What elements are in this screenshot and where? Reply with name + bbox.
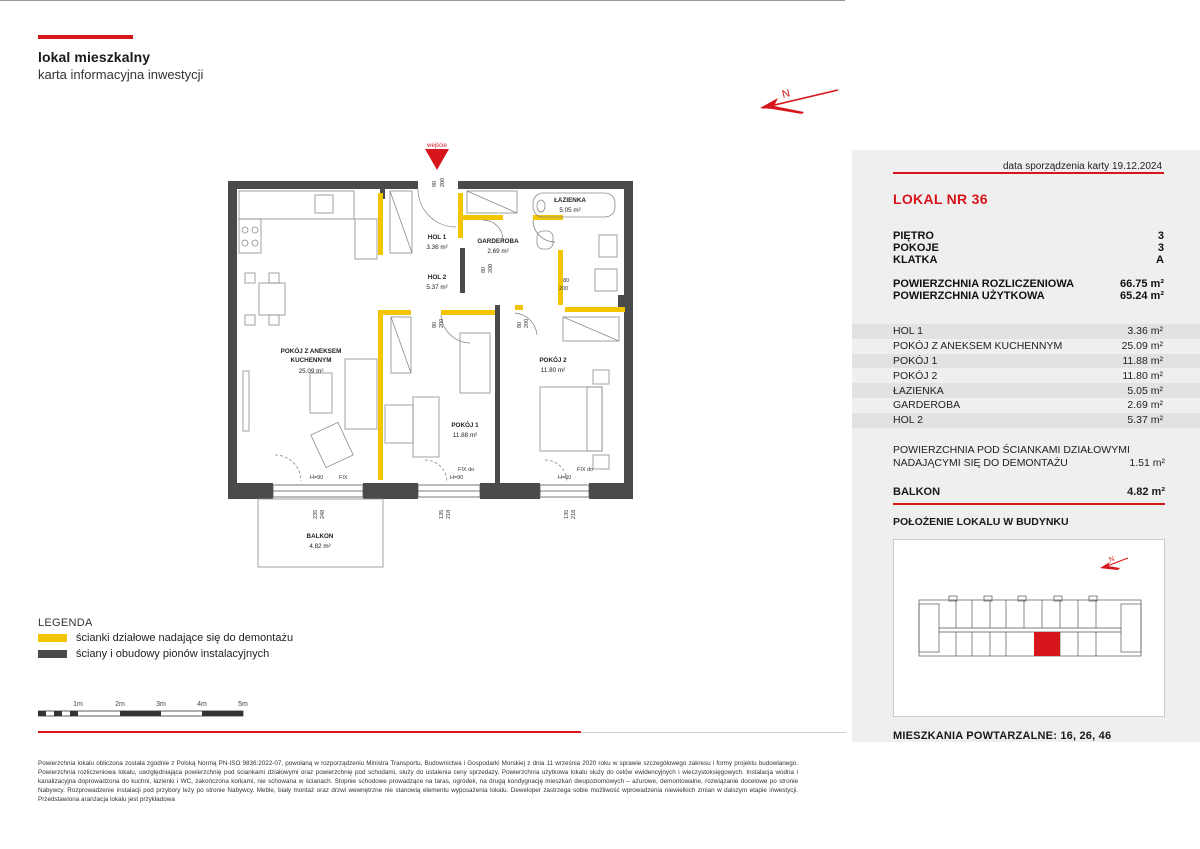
legal-footnote: Powierzchnia lokalu obliczona została zgodnie z Polską Normą PN-ISO 9836:2022-07, powołaną w rozporządzeniu Ministra Transportu, Budownictwa i Gospodarki Morskiej z dnia 11 września 2020 roku w sprawie szczegółowego zakresu i formy projektu budowlanego. Powierzchnia rozliczeniowa lokalu, uwzględniająca powierzchnię pod ściankami działowymi oraz powierzchnię pod schodami, służy do ustalenia ceny sprzedaży. Powierzchnia użytkowa lokalu służy do celów ewidencyjnych i wieczystoksięgowych. Instalacja wodna i kanalizacyjna doprowadzona do kuchni, łazienki i WC, zakończona korkami, nie schowana w ścianach. Stopnie schodowe prowadzące na taras, ogródek, na drugą kondygnację mieszkań dwupoziomowych – ażurowe, demontowalne, rozwiązanie docelowe po stronie Nabywcy. Rozprowadzenie instalacji pod przybory leży po stronie Nabywcy. Meble, biały montaż oraz drzwi wewnętrzne nie stanowią elementu wyposażenia lokalu. Deweloper zastrzega sobie możliwość wprowadzenia niewielkich zmian w dalszym etapie inwestycji. Przedstawiona aranżacja lokalu jest przykładowa — [38, 760, 798, 803]
table-row: ŁAZIENKA 5.05 m² — [852, 383, 1200, 398]
location-title: POŁOŻENIE LOKALU W BUDYNKU — [893, 516, 1069, 528]
info-value: 3 — [1157, 230, 1164, 242]
dim-pokoj2-w: 80 — [517, 321, 523, 328]
north-label: N — [780, 87, 792, 101]
room-area: 11.88 m² — [452, 432, 478, 439]
room-area: 5.05 m² — [559, 207, 581, 214]
table-row: POKÓJ Z ANEKSEM KUCHENNYM 25.09 m² — [893, 340, 1163, 353]
info-label: PIĘTRO — [893, 230, 934, 242]
room-area: 11.80 m² — [540, 367, 566, 374]
window-height-label: H=90 — [450, 475, 464, 481]
footer-divider — [38, 731, 581, 733]
table-row: HOL 2 5.37 m² — [852, 413, 1200, 428]
building-outline — [919, 596, 1141, 656]
dim-entrance-h: 200 — [440, 177, 446, 187]
legend-item-walls — [38, 648, 269, 660]
partition-walls — [378, 193, 625, 480]
area-value: 66.75 m² — [1119, 278, 1164, 290]
panel-divider — [893, 172, 1164, 174]
window-height-label: H=90 — [310, 475, 324, 481]
north-label: N — [1108, 555, 1116, 564]
top-rule — [0, 0, 845, 1]
document-title: lokal mieszkalny — [38, 49, 151, 65]
dim-win2-w: 135 — [564, 509, 570, 519]
window-fixdo-label: FIX do — [577, 467, 594, 473]
balcony-label: BALKON — [893, 486, 941, 498]
table-row: POKÓJ 1 11.88 m² — [852, 354, 1200, 369]
dim-balkon-w: 235 — [313, 509, 319, 519]
info-rooms — [893, 242, 1164, 254]
north-arrow-small-icon — [1100, 556, 1128, 570]
room-area: 4.82 m² — [309, 543, 331, 550]
dim-lazienka-w: 80 — [563, 278, 570, 284]
room-name: ŁAZIENKA — [554, 197, 586, 204]
door-dimensions — [310, 178, 593, 519]
partition-area-note — [893, 444, 1165, 470]
window-fixdo-label: FIX do — [458, 467, 475, 473]
dim-garderoba-h: 200 — [488, 263, 494, 273]
dim-pokoj2-h: 200 — [524, 318, 530, 328]
document-subtitle: karta informacyjna inwestycji — [38, 67, 204, 82]
info-staircase — [893, 254, 1164, 266]
entrance-arrow-icon — [425, 149, 449, 170]
brand-bar — [38, 35, 133, 39]
room-name: POKÓJ Z ANEKSEM — [280, 348, 342, 355]
scale-tick: 2m — [115, 701, 125, 708]
area-billing — [893, 278, 1164, 290]
room-area: 25.09 m² — [298, 368, 324, 375]
legend-item-partition — [38, 632, 293, 644]
unit-title: LOKAL NR 36 — [893, 191, 988, 207]
footer-divider-gray — [581, 732, 846, 733]
panel-divider — [893, 503, 1165, 505]
room-name: HOL 2 — [427, 274, 447, 281]
partition-note-line: NADAJĄCYMI SIĘ DO DEMONTAŻU — [893, 457, 1068, 469]
dim-entrance-w: 90 — [432, 180, 438, 187]
room-name: POKÓJ 1 — [451, 422, 479, 429]
wall-swatch-icon — [38, 650, 67, 658]
table-row: POKÓJ 2 11.80 m² — [893, 369, 1163, 382]
area-usable — [893, 290, 1164, 302]
legend-item-label: ściany i obudowy pionów instalacyjnych — [76, 648, 270, 660]
scale-tick: 1m — [73, 701, 83, 708]
scale-tick: 5m — [238, 701, 248, 708]
room-name-line2: KUCHENNYM — [290, 357, 332, 364]
info-label: POKOJE — [893, 242, 939, 254]
window-height-label: H=60 — [558, 475, 572, 481]
scale-tick: 3m — [156, 701, 166, 708]
north-arrow-icon — [752, 76, 842, 118]
area-value: 65.24 m² — [1119, 290, 1164, 302]
dim-win1-w: 135 — [439, 509, 445, 519]
info-label: KLATKA — [893, 254, 938, 266]
room-name: HOL 1 — [427, 234, 447, 241]
room-area: 5.37 m² — [426, 284, 448, 291]
dim-win1-h: 218 — [446, 509, 452, 519]
legend-item-label: ścianki działowe nadające się do demontażu — [76, 632, 294, 644]
balcony-value: 4.82 m² — [1127, 486, 1165, 498]
info-floor — [893, 230, 1164, 242]
dim-garderoba-w: 80 — [481, 266, 487, 273]
legend-title: LEGENDA — [38, 617, 93, 629]
info-value: A — [1156, 254, 1164, 266]
room-name: GARDEROBA — [477, 238, 519, 245]
info-panel — [852, 150, 1200, 742]
unit-highlight — [1034, 632, 1060, 656]
room-name: BALKON — [306, 533, 334, 540]
rooms-table — [852, 324, 1200, 428]
window-fix-label: FIX — [339, 475, 348, 481]
scale-bar — [38, 697, 258, 719]
room-area: 3.36 m² — [426, 244, 448, 251]
partition-swatch-icon — [38, 634, 67, 642]
balcony-row — [893, 486, 1165, 498]
dim-balkon-h: 248 — [320, 509, 326, 519]
floor-plan — [215, 135, 635, 580]
repeat-units: MIESZKANIA POWTARZALNE: 16, 26, 46 — [893, 730, 1112, 742]
room-area: 2.69 m² — [487, 248, 509, 255]
dim-lazienka-h: 200 — [559, 286, 569, 292]
area-label: POWIERZCHNIA ROZLICZENIOWA — [893, 278, 1075, 290]
area-label: POWIERZCHNIA UŻYTKOWA — [893, 290, 1045, 302]
entrance-label: wejście — [427, 143, 447, 149]
dim-pokoj1-h: 200 — [439, 318, 445, 328]
dim-pokoj1-w: 80 — [432, 321, 438, 328]
building-location-map — [893, 539, 1165, 717]
dim-win2-h: 218 — [571, 509, 577, 519]
building-keyplan — [894, 540, 1164, 716]
card-date: data sporządzenia karty 19.12.2024 — [1003, 161, 1162, 172]
partition-note-line: POWIERZCHNIA POD ŚCIANKAMI DZIAŁOWYMI — [893, 444, 1130, 456]
partition-value: 1.51 m² — [1129, 457, 1165, 469]
info-value: 3 — [1157, 242, 1164, 254]
scale-tick: 4m — [197, 701, 207, 708]
table-row: GARDEROBA 2.69 m² — [893, 399, 1163, 412]
table-row: HOL 1 3.36 m² — [852, 324, 1200, 339]
windows — [273, 485, 589, 497]
room-name: POKÓJ 2 — [539, 357, 567, 364]
